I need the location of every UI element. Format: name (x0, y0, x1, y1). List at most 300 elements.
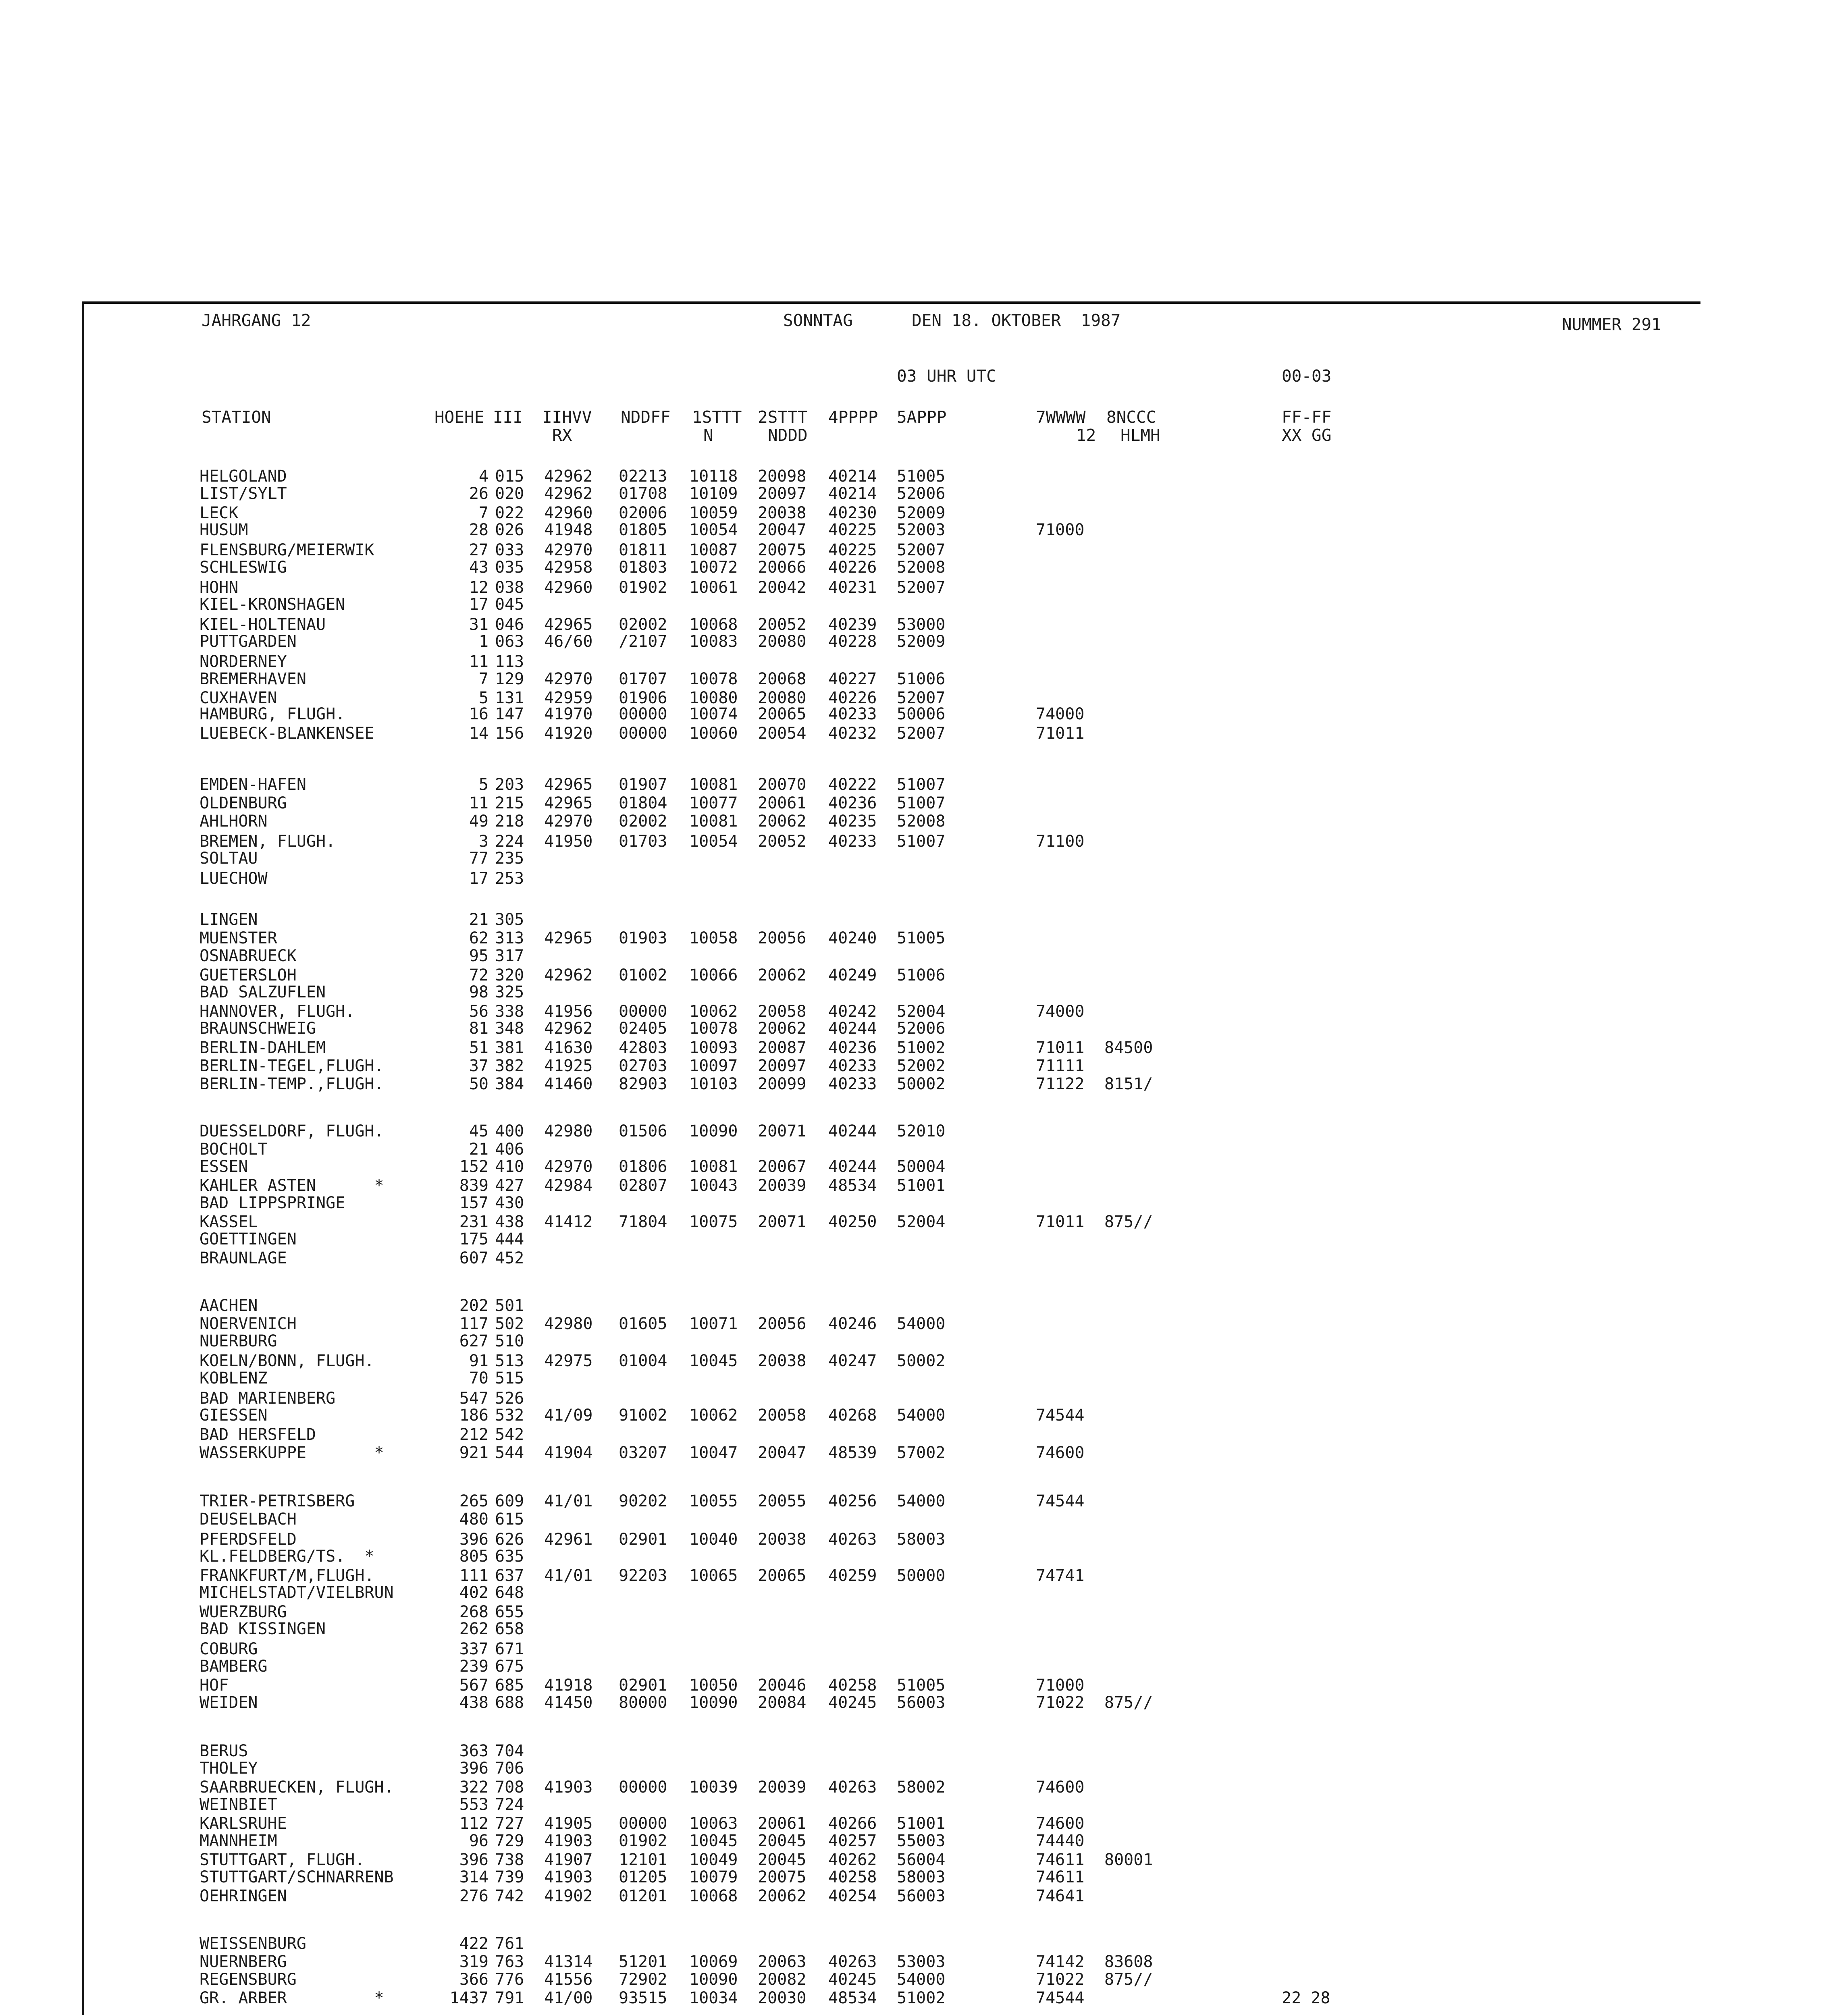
cell-c5: 10050 (689, 1676, 738, 1695)
cell-c6: 20056 (758, 1315, 807, 1333)
cell-hoehe: 12 (469, 578, 489, 597)
cell-c6: 20071 (758, 1213, 807, 1231)
cell-c10: 875// (1104, 1693, 1153, 1712)
cell-c8: 51002 (897, 1989, 946, 2007)
cell-c5: 10103 (689, 1075, 738, 1093)
cell-hoehe: 322 (459, 1778, 489, 1797)
cell-c3: 42960 (544, 504, 593, 522)
cell-c3: 41903 (544, 1868, 593, 1886)
cell-iii: 320 (495, 966, 524, 985)
cell-hoehe: 607 (459, 1249, 489, 1267)
cell-c4: 42803 (619, 1039, 667, 1057)
cell-c7: 40232 (828, 724, 877, 743)
cell-c4: 00000 (619, 705, 667, 723)
cell-station: STUTTGART, FLUGH. (200, 1851, 365, 1869)
cell-iii: 626 (495, 1530, 524, 1549)
cell-c7: 40263 (828, 1953, 877, 1971)
cell-c3: 41/09 (544, 1406, 593, 1425)
cell-c3: 42962 (544, 1019, 593, 1038)
cell-c7: 40228 (828, 632, 877, 651)
weekday-label: SONNTAG (783, 311, 853, 330)
cell-c3: 41314 (544, 1953, 593, 1971)
cell-hoehe: 314 (459, 1868, 489, 1886)
cell-iii: 685 (495, 1676, 524, 1695)
cell-c4: 01806 (619, 1157, 667, 1176)
cell-c3: 41970 (544, 705, 593, 723)
cell-c8: 58003 (897, 1530, 946, 1549)
cell-c3: 42965 (544, 929, 593, 947)
cell-station: WEIDEN (200, 1693, 258, 1712)
cell-station: MUENSTER (200, 929, 277, 947)
date-label: DEN 18. OKTOBER 1987 (912, 311, 1121, 330)
cell-station: OLDENBURG (200, 794, 287, 812)
cell-c8: 51007 (897, 794, 946, 812)
cell-hoehe: 51 (469, 1039, 489, 1057)
cell-station: HOF (200, 1676, 229, 1695)
cell-c8: 51001 (897, 1814, 946, 1833)
cell-hoehe: 49 (469, 812, 489, 831)
cell-c9: 74611 (1036, 1851, 1085, 1869)
cell-iii: 515 (495, 1369, 524, 1388)
cell-station: BOCHOLT (200, 1140, 268, 1159)
cell-c8: 51007 (897, 775, 946, 794)
cell-c6: 20066 (758, 558, 807, 577)
cell-station: DUESSELDORF, FLUGH. (200, 1122, 384, 1140)
cell-c3: 41460 (544, 1075, 593, 1093)
cell-c7: 40235 (828, 812, 877, 831)
cell-c6: 20039 (758, 1176, 807, 1195)
cell-c8: 50002 (897, 1352, 946, 1370)
cell-c7: 48539 (828, 1444, 877, 1462)
cell-station: OSNABRUECK (200, 947, 297, 965)
cell-c3: 41907 (544, 1851, 593, 1869)
cell-c6: 20038 (758, 1530, 807, 1549)
cell-c7: 40244 (828, 1122, 877, 1140)
cell-c3: 42965 (544, 775, 593, 794)
cell-station: KOBLENZ (200, 1369, 268, 1388)
cell-c9: 71000 (1036, 1676, 1085, 1695)
cell-c8: 52007 (897, 541, 946, 559)
cell-c3: 42980 (544, 1315, 593, 1333)
cell-c6: 20058 (758, 1406, 807, 1425)
cell-c8: 52004 (897, 1002, 946, 1021)
cell-c3: 42970 (544, 812, 593, 831)
cell-c7: 40247 (828, 1352, 877, 1370)
cell-station: NUERBURG (200, 1332, 277, 1350)
cell-c7: 40257 (828, 1832, 877, 1850)
cell-station: BAMBERG (200, 1657, 268, 1676)
cell-c4: 01707 (619, 670, 667, 688)
cell-iii: 045 (495, 595, 524, 614)
cell-hoehe: 805 (459, 1547, 489, 1566)
issue-number: NUMMER 291 (1562, 315, 1661, 334)
cell-c5: 10054 (689, 832, 738, 851)
cell-c5: 10090 (689, 1693, 738, 1712)
cell-station: MANNHEIM (200, 1832, 277, 1850)
cell-station: PUTTGARDEN (200, 632, 297, 651)
cell-hoehe: 112 (459, 1814, 489, 1833)
cell-c6: 20056 (758, 929, 807, 947)
cell-c9: 71011 (1036, 1039, 1085, 1057)
cell-c3: 42959 (544, 689, 593, 707)
cell-c5: 10077 (689, 794, 738, 812)
cell-c3: 46/60 (544, 632, 593, 651)
cell-c3: 41556 (544, 1970, 593, 1989)
cell-c9: 74142 (1036, 1953, 1085, 1971)
cell-c7: 40230 (828, 504, 877, 522)
cell-iii: 313 (495, 929, 524, 947)
cell-c9: 74600 (1036, 1444, 1085, 1462)
cell-c9: 74440 (1036, 1832, 1085, 1850)
cell-hoehe: 17 (469, 595, 489, 614)
cell-c4: 00000 (619, 1002, 667, 1021)
cell-c9: 74544 (1036, 1492, 1085, 1510)
cell-c3: 42962 (544, 966, 593, 985)
cell-hoehe: 111 (459, 1566, 489, 1585)
cell-c4: 01805 (619, 521, 667, 539)
cell-hoehe: 27 (469, 541, 489, 559)
cell-c8: 53000 (897, 615, 946, 634)
cell-c10: 80001 (1104, 1851, 1153, 1869)
col-header-1sttt-sub: N (703, 426, 713, 445)
cell-iii: 325 (495, 983, 524, 1001)
col-header-iihvv-sub: RX (552, 426, 572, 445)
cell-c9: 74544 (1036, 1989, 1085, 2007)
cell-hoehe: 7 (478, 504, 489, 522)
cell-c7: 40226 (828, 689, 877, 707)
cell-c4: 01002 (619, 966, 667, 985)
cell-c5: 10075 (689, 1213, 738, 1231)
cell-c3: 41/00 (544, 1989, 593, 2007)
cell-station: GIESSEN (200, 1406, 268, 1425)
cell-c5: 10040 (689, 1530, 738, 1549)
cell-c5: 10047 (689, 1444, 738, 1462)
cell-hoehe: 26 (469, 484, 489, 503)
cell-c5: 10069 (689, 1953, 738, 1971)
cell-iii: 382 (495, 1057, 524, 1075)
cell-c10: 875// (1104, 1213, 1153, 1231)
cell-c3: 41956 (544, 1002, 593, 1021)
cell-c9: 71011 (1036, 724, 1085, 743)
cell-station: BREMERHAVEN (200, 670, 306, 688)
cell-iii: 444 (495, 1230, 524, 1248)
cell-c7: 40233 (828, 832, 877, 851)
cell-c3: 41450 (544, 1693, 593, 1712)
cell-station: WEISSENBURG (200, 1934, 306, 1953)
cell-c7: 40240 (828, 929, 877, 947)
cell-c11: 22 28 (1282, 1989, 1330, 2007)
cell-iii: 542 (495, 1425, 524, 1444)
cell-iii: 381 (495, 1039, 524, 1057)
col-header-iihvv: IIHVV (542, 407, 592, 427)
cell-c6: 20052 (758, 615, 807, 634)
cell-station: HELGOLAND (200, 467, 287, 486)
cell-c6: 20052 (758, 832, 807, 851)
cell-station: KL.FELDBERG/TS. * (200, 1547, 374, 1566)
cell-c8: 52006 (897, 484, 946, 503)
cell-c3: 42970 (544, 541, 593, 559)
cell-c6: 20045 (758, 1832, 807, 1850)
cell-hoehe: 921 (459, 1444, 489, 1462)
col-header-4pppp: 4PPPP (828, 407, 878, 427)
cell-c5: 10118 (689, 467, 738, 486)
cell-c10: 83608 (1104, 1953, 1153, 1971)
cell-station: STUTTGART/SCHNARRENB (200, 1868, 394, 1886)
cell-c8: 51006 (897, 966, 946, 985)
cell-station: TRIER-PETRISBERG (200, 1492, 355, 1510)
cell-c4: 00000 (619, 1814, 667, 1833)
cell-c5: 10081 (689, 812, 738, 831)
cell-c7: 40262 (828, 1851, 877, 1869)
cell-station: SOLTAU (200, 849, 258, 868)
cell-c3: 42965 (544, 794, 593, 812)
cell-iii: 026 (495, 521, 524, 539)
cell-iii: 675 (495, 1657, 524, 1676)
cell-hoehe: 70 (469, 1369, 489, 1388)
cell-hoehe: 7 (478, 670, 489, 688)
cell-station: KIEL-KRONSHAGEN (200, 595, 345, 614)
cell-station: BAD HERSFELD (200, 1425, 316, 1444)
cell-c4: 82903 (619, 1075, 667, 1093)
cell-c5: 10061 (689, 578, 738, 597)
cell-hoehe: 319 (459, 1953, 489, 1971)
cell-iii: 015 (495, 467, 524, 486)
cell-hoehe: 16 (469, 705, 489, 723)
cell-hoehe: 81 (469, 1019, 489, 1038)
cell-hoehe: 95 (469, 947, 489, 965)
cell-c7: 48534 (828, 1989, 877, 2007)
cell-station: KOELN/BONN, FLUGH. (200, 1352, 374, 1370)
cell-c6: 20067 (758, 1157, 807, 1176)
cell-c4: 01902 (619, 1832, 667, 1850)
cell-c4: 71804 (619, 1213, 667, 1231)
cell-hoehe: 96 (469, 1832, 489, 1850)
cell-station: HOHN (200, 578, 239, 597)
cell-c3: 42970 (544, 670, 593, 688)
cell-c6: 20099 (758, 1075, 807, 1093)
cell-c7: 40250 (828, 1213, 877, 1231)
cell-c4: 02006 (619, 504, 667, 522)
cell-station: KASSEL (200, 1213, 258, 1231)
cell-c3: 41903 (544, 1778, 593, 1797)
cell-hoehe: 480 (459, 1510, 489, 1529)
cell-c4: 01907 (619, 775, 667, 794)
cell-iii: 635 (495, 1547, 524, 1566)
cell-c7: 40225 (828, 521, 877, 539)
cell-station: NOERVENICH (200, 1315, 297, 1333)
cell-c5: 10039 (689, 1778, 738, 1797)
cell-c4: 01004 (619, 1352, 667, 1370)
cell-iii: 742 (495, 1887, 524, 1905)
cell-hoehe: 21 (469, 910, 489, 929)
col-header-station: STATION (202, 407, 271, 427)
cell-iii: 035 (495, 558, 524, 577)
cell-c6: 20038 (758, 1352, 807, 1370)
cell-c3: 42975 (544, 1352, 593, 1370)
cell-c4: 02002 (619, 615, 667, 634)
cell-c7: 40263 (828, 1778, 877, 1797)
cell-station: THOLEY (200, 1759, 258, 1778)
cell-c3: 42962 (544, 484, 593, 503)
cell-station: BREMEN, FLUGH. (200, 832, 336, 851)
cell-hoehe: 268 (459, 1603, 489, 1621)
cell-c8: 51001 (897, 1176, 946, 1195)
cell-c7: 40214 (828, 484, 877, 503)
col-header-7wwww: 7WWWW (1036, 407, 1086, 427)
cell-c4: 12101 (619, 1851, 667, 1869)
cell-hoehe: 21 (469, 1140, 489, 1159)
cell-c7: 40242 (828, 1002, 877, 1021)
cell-c4: 01903 (619, 929, 667, 947)
cell-hoehe: 422 (459, 1934, 489, 1953)
cell-c5: 10045 (689, 1832, 738, 1850)
cell-station: HUSUM (200, 521, 248, 539)
cell-c8: 52007 (897, 689, 946, 707)
cell-c8: 53003 (897, 1953, 946, 1971)
cell-c5: 10043 (689, 1176, 738, 1195)
cell-c6: 20062 (758, 1019, 807, 1038)
cell-c3: 41903 (544, 1832, 593, 1850)
cell-c7: 40249 (828, 966, 877, 985)
cell-c7: 40245 (828, 1693, 877, 1712)
cell-station: FLENSBURG/MEIERWIK (200, 541, 374, 559)
col-header-7wwww-sub: 12 (1076, 426, 1096, 445)
cell-hoehe: 438 (459, 1693, 489, 1712)
cell-c6: 20065 (758, 1566, 807, 1585)
cell-c4: 01906 (619, 689, 667, 707)
cell-c3: 41/01 (544, 1566, 593, 1585)
cell-station: LIST/SYLT (200, 484, 287, 503)
cell-iii: 156 (495, 724, 524, 743)
cell-c5: 10055 (689, 1492, 738, 1510)
col-header-8nccc: 8NCCC (1106, 407, 1156, 427)
cell-c6: 20070 (758, 775, 807, 794)
cell-c7: 40233 (828, 705, 877, 723)
cell-c9: 71022 (1036, 1970, 1085, 1989)
cell-station: BERLIN-TEMP.,FLUGH. (200, 1075, 384, 1093)
cell-station: BRAUNLAGE (200, 1249, 287, 1267)
cell-c8: 58002 (897, 1778, 946, 1797)
cell-c8: 50000 (897, 1566, 946, 1585)
cell-c8: 54000 (897, 1970, 946, 1989)
cell-iii: 526 (495, 1389, 524, 1408)
cell-c6: 20062 (758, 966, 807, 985)
cell-hoehe: 396 (459, 1530, 489, 1549)
cell-iii: 038 (495, 578, 524, 597)
cell-c4: 01902 (619, 578, 667, 597)
cell-c8: 52008 (897, 558, 946, 577)
cell-iii: 763 (495, 1953, 524, 1971)
cell-c3: 41630 (544, 1039, 593, 1057)
cell-c8: 54000 (897, 1315, 946, 1333)
cell-hoehe: 3 (478, 832, 489, 851)
cell-iii: 704 (495, 1742, 524, 1760)
cell-station: LUEBECK-BLANKENSEE (200, 724, 374, 743)
cell-station: KARLSRUHE (200, 1814, 287, 1833)
col-header-hoehe: HOEHE (434, 407, 484, 427)
cell-c4: 02002 (619, 812, 667, 831)
cell-hoehe: 98 (469, 983, 489, 1001)
cell-hoehe: 553 (459, 1795, 489, 1814)
cell-c8: 51006 (897, 670, 946, 688)
cell-station: SCHLESWIG (200, 558, 287, 577)
cell-c6: 20084 (758, 1693, 807, 1712)
cell-c8: 51005 (897, 929, 946, 947)
cell-c5: 10093 (689, 1039, 738, 1057)
cell-c3: 42984 (544, 1176, 593, 1195)
cell-iii: 113 (495, 652, 524, 671)
cell-iii: 129 (495, 670, 524, 688)
cell-c4: 03207 (619, 1444, 667, 1462)
cell-station: FRANKFURT/M,FLUGH. (200, 1566, 374, 1585)
cell-station: WEINBIET (200, 1795, 277, 1814)
cell-hoehe: 547 (459, 1389, 489, 1408)
cell-iii: 510 (495, 1332, 524, 1350)
cell-c4: 02901 (619, 1676, 667, 1695)
cell-hoehe: 627 (459, 1332, 489, 1350)
cell-hoehe: 152 (459, 1157, 489, 1176)
cell-station: BAD KISSINGEN (200, 1620, 326, 1638)
cell-hoehe: 363 (459, 1742, 489, 1760)
cell-c4: 02901 (619, 1530, 667, 1549)
cell-c4: 01201 (619, 1887, 667, 1905)
cell-station: AHLHORN (200, 812, 268, 831)
cell-c3: 42960 (544, 578, 593, 597)
cell-c9: 71000 (1036, 521, 1085, 539)
cell-c7: 40266 (828, 1814, 877, 1833)
cell-c7: 40236 (828, 794, 877, 812)
cell-c6: 20047 (758, 1444, 807, 1462)
cell-c5: 10097 (689, 1057, 738, 1075)
cell-hoehe: 56 (469, 1002, 489, 1021)
cell-hoehe: 276 (459, 1887, 489, 1905)
cell-c4: 01506 (619, 1122, 667, 1140)
cell-station: BERLIN-TEGEL,FLUGH. (200, 1057, 384, 1075)
cell-iii: 724 (495, 1795, 524, 1814)
cell-c5: 10054 (689, 521, 738, 539)
cell-c5: 10074 (689, 705, 738, 723)
cell-iii: 706 (495, 1759, 524, 1778)
cell-c7: 40225 (828, 541, 877, 559)
cell-hoehe: 31 (469, 615, 489, 634)
cell-c4: 01605 (619, 1315, 667, 1333)
col-header-ff-sub: XX GG (1282, 426, 1332, 445)
cell-c7: 40256 (828, 1492, 877, 1510)
cell-station: PFERDSFELD (200, 1530, 297, 1549)
cell-iii: 348 (495, 1019, 524, 1038)
cell-iii: 688 (495, 1693, 524, 1712)
cell-c5: 10068 (689, 1887, 738, 1905)
cell-iii: 738 (495, 1851, 524, 1869)
cell-station: SAARBRUECKEN, FLUGH. (200, 1778, 394, 1797)
cell-c8: 50002 (897, 1075, 946, 1093)
cell-c4: 02213 (619, 467, 667, 486)
cell-c4: 01804 (619, 794, 667, 812)
col-header-ff: FF-FF (1282, 407, 1332, 427)
cell-hoehe: 337 (459, 1640, 489, 1658)
cell-c10: 8151/ (1104, 1075, 1153, 1093)
cell-c8: 54000 (897, 1406, 946, 1425)
cell-c5: 10080 (689, 689, 738, 707)
cell-c7: 40258 (828, 1676, 877, 1695)
cell-station: BAD SALZUFLEN (200, 983, 326, 1001)
cell-c3: 42980 (544, 1122, 593, 1140)
cell-c8: 52006 (897, 1019, 946, 1038)
cell-iii: 406 (495, 1140, 524, 1159)
cell-iii: 532 (495, 1406, 524, 1425)
cell-station: NORDERNEY (200, 652, 287, 671)
cell-c5: 10058 (689, 929, 738, 947)
